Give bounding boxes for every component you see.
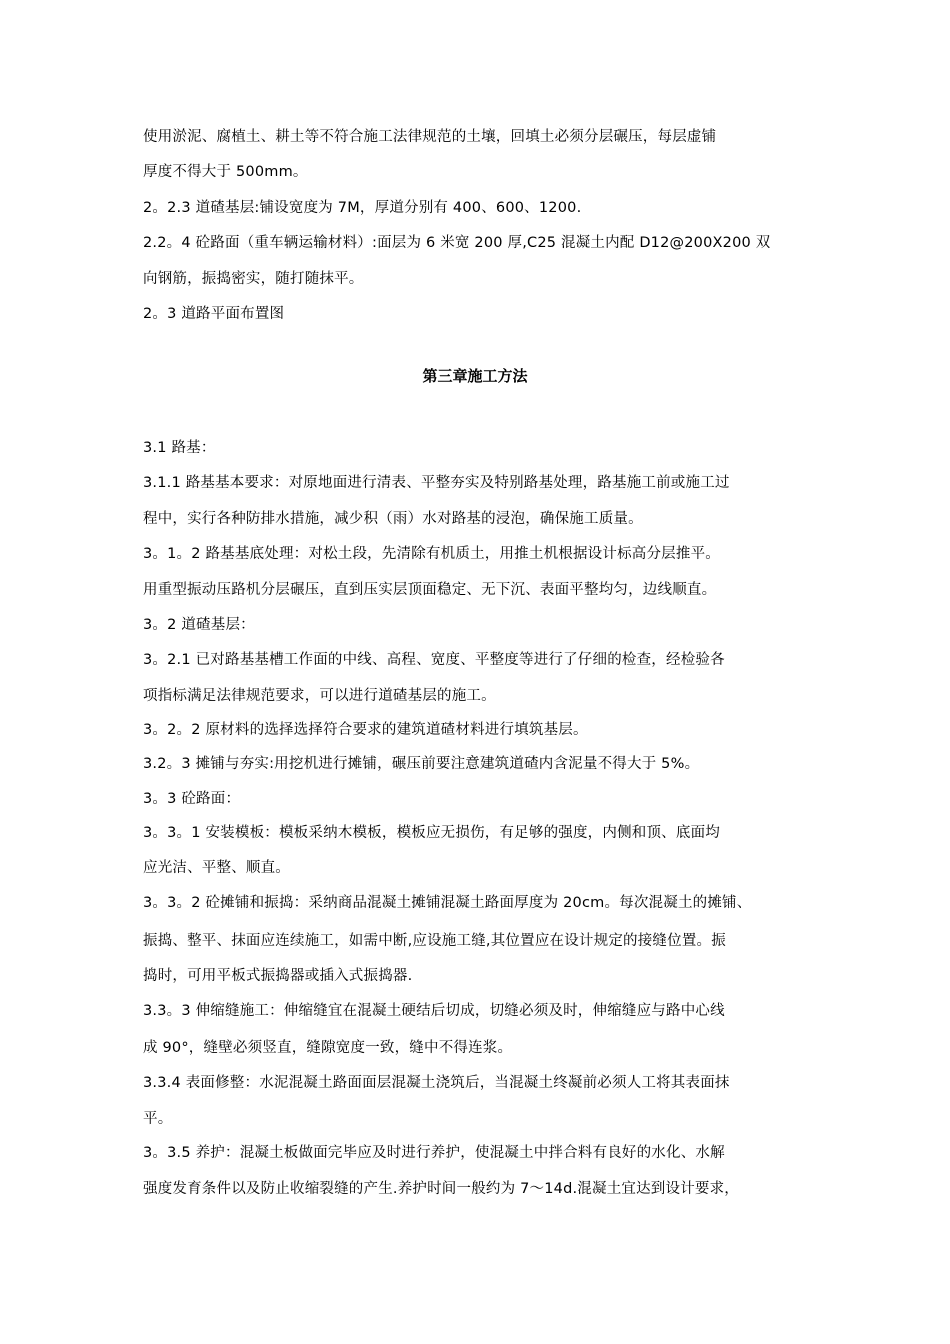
text-line: 3.1 路基： <box>143 440 216 456</box>
text-line: 厚度不得大于 500mm。 <box>143 164 308 180</box>
text-line: 振捣、整平、抹面应连续施工，如需中断,应设施工缝,其位置应在设计规定的接缝位置。振 <box>143 933 726 949</box>
text-line: 捣时，可用平板式振捣器或插入式振捣器. <box>143 968 413 984</box>
text-line: 3。2。2 原材料的选择选择符合要求的建筑道碴材料进行填筑基层。 <box>143 722 588 738</box>
text-line: 项指标满足法律规范要求，可以进行道碴基层的施工。 <box>143 688 496 704</box>
text-line: 3.3.4 表面修整：水泥混凝土路面面层混凝土浇筑后，当混凝土终凝前必须人工将其表面抹 <box>143 1075 730 1091</box>
text-line: 强度发育条件以及防止收缩裂缝的产生.养护时间一般约为 7～14d.混凝土宜达到设计要求， <box>143 1181 740 1197</box>
text-line: 3。3 砼路面： <box>143 791 241 807</box>
text-line: 3。2.1 已对路基基槽工作面的中线、高程、宽度、平整度等进行了仔细的检查，经检验各 <box>143 652 725 668</box>
text-line: 应光洁、平整、顺直。 <box>143 860 290 876</box>
text-line: 3。1。2 路基基底处理：对松土段，先清除有机质土，用推土机根据设计标高分层推平。 <box>143 546 720 562</box>
text-line: 3.1.1 路基基本要求：对原地面进行清表、平整夯实及特别路基处理，路基施工前或施工过 <box>143 475 730 491</box>
chapter-heading: 第三章施工方法 <box>422 367 528 385</box>
text-line: 3。3.5 养护：混凝土板做面完毕应及时进行养护，使混凝土中拌合料有良好的水化、水解 <box>143 1145 725 1161</box>
text-line: 使用淤泥、腐植土、耕土等不符合施工法律规范的土壤，回填土必须分层碾压，每层虚铺 <box>143 129 717 145</box>
text-line: 用重型振动压路机分层碾压，直到压实层顶面稳定、无下沉、表面平整均匀，边线顺直。 <box>143 582 717 598</box>
text-line: 3.3。3 伸缩缝施工：伸缩缝宜在混凝土硬结后切成，切缝必须及时，伸缩缝应与路中心线 <box>143 1003 725 1019</box>
text-line: 向钢筋，振捣密实，随打随抹平。 <box>143 271 364 287</box>
text-line: 平。 <box>143 1111 173 1127</box>
text-line: 2。3 道路平面布置图 <box>143 306 285 322</box>
text-line: 2。2.3 道碴基层:铺设宽度为 7M，厚道分别有 400、600、1200. <box>143 200 582 216</box>
text-line: 3。2 道碴基层： <box>143 617 255 633</box>
text-line: 程中，实行各种防排水措施，减少积（雨）水对路基的浸泡，确保施工质量。 <box>143 511 643 527</box>
text-line: 3。3。1 安装模板：模板采纳木模板，模板应无损伤，有足够的强度，内侧和顶、底面均 <box>143 825 720 841</box>
text-line: 成 90°，缝壁必须竖直，缝隙宽度一致，缝中不得连浆。 <box>143 1040 513 1056</box>
text-line: 2.2。4 砼路面（重车辆运输材料）:面层为 6 米宽 200 厚,C25 混凝土内配 D12@200X200 双 <box>143 235 771 251</box>
text-line: 3。3。2 砼摊铺和振捣：采纳商品混凝土摊铺混凝土路面厚度为 20cm。每次混凝土的摊铺、 <box>143 895 752 911</box>
text-line: 3.2。3 摊铺与夯实:用挖机进行摊铺，碾压前要注意建筑道碴内含泥量不得大于 5%。 <box>143 756 700 772</box>
